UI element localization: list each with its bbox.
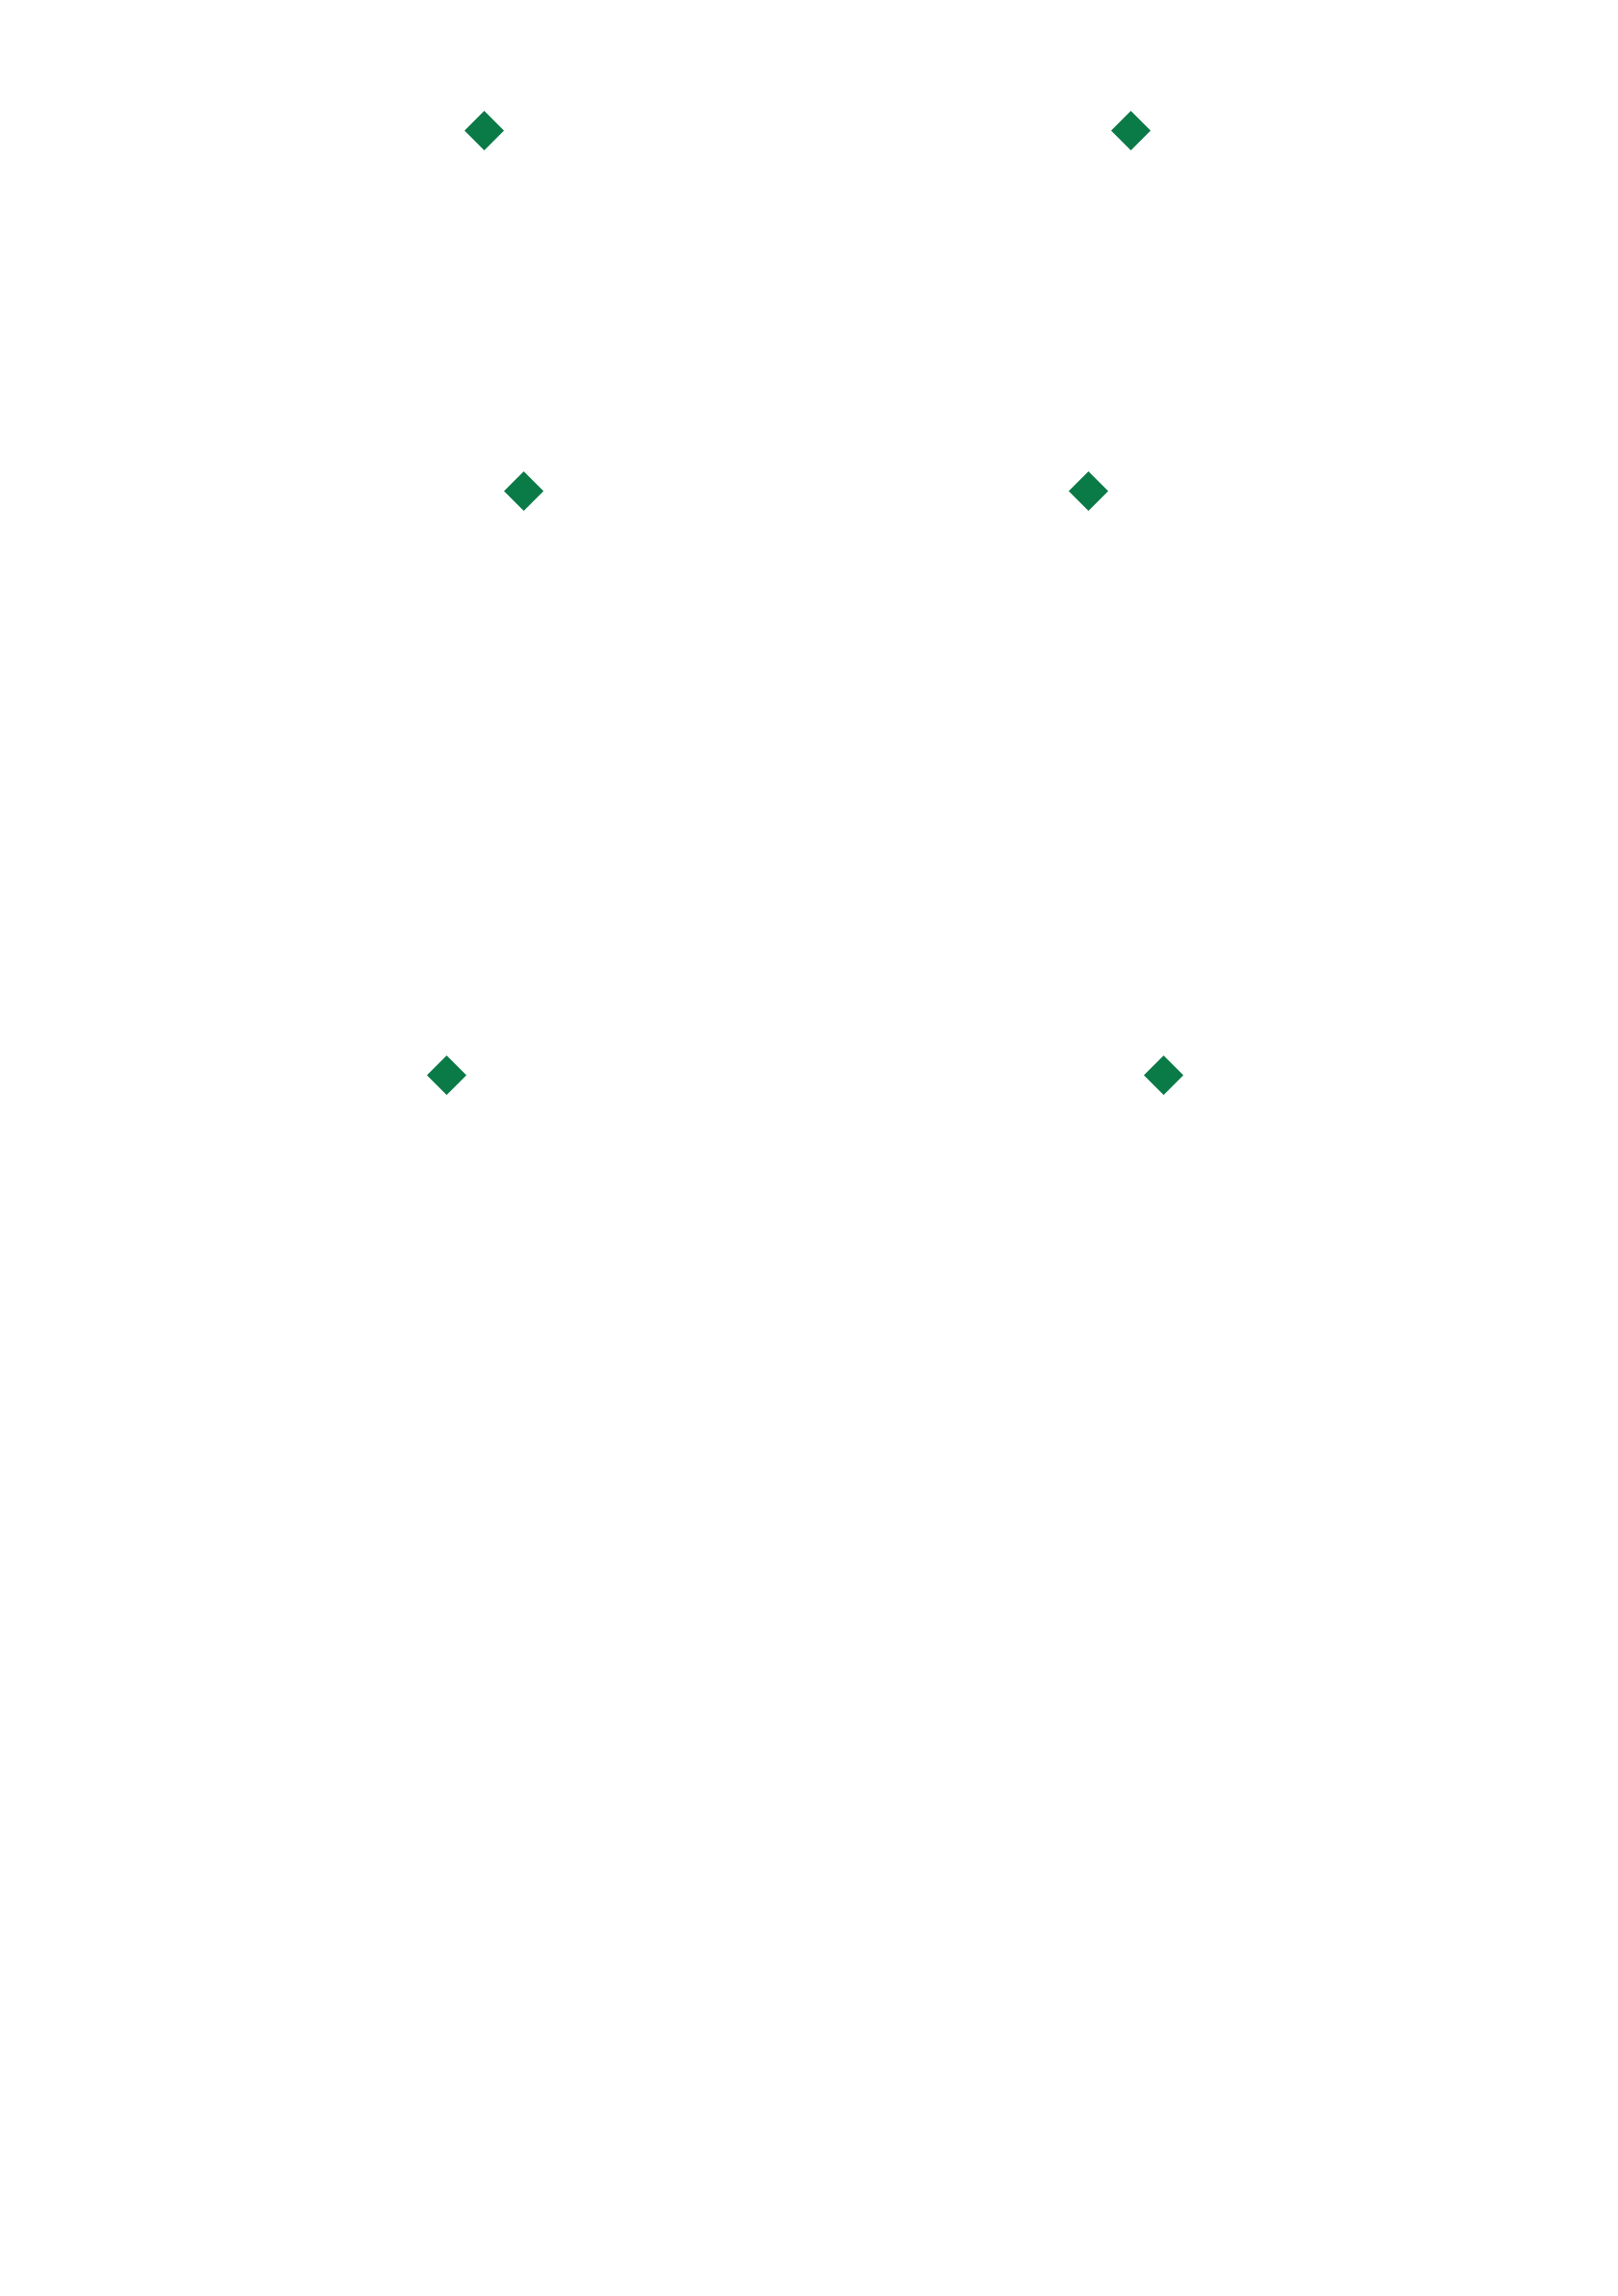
diamond-icon xyxy=(1143,1055,1182,1094)
diamond-icon xyxy=(1110,110,1150,149)
diamond-icon xyxy=(426,1055,465,1094)
diamond-icon xyxy=(464,110,503,149)
diamond-icon xyxy=(503,470,543,510)
diamond-icon xyxy=(1068,470,1107,510)
